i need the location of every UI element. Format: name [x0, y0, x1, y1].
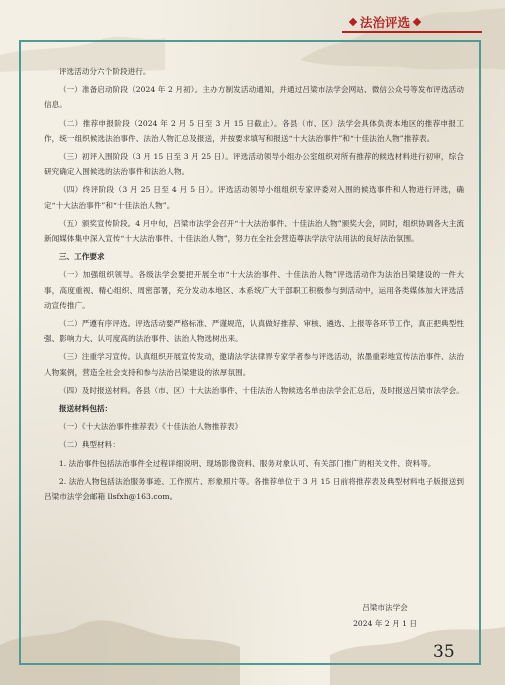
signature-block: [330, 600, 440, 631]
paragraph: （五）颁奖宣传阶段。4 月中旬，吕梁市法学会召开“十大法治事件、十佳法治人物”颁奖大会，同时，组织协调各大主流新闻媒体集中深入宣传“十大法治事件、十佳法治人物”，努力在全社会营造尊法学法守法用法的良好法治氛围。: [44, 218, 464, 244]
section-heading: 报送材料包括：: [58, 404, 113, 414]
paragraph: （一）加强组织领导。各级法学会要把开展全市“十大法治事件、十佳法治人物”评选活动作为法治吕梁建设的一件大事，高度重视、精心组织、周密部署，充分发动本地区、本系统广大干部职工积极参与到活动中，运用各类媒体加大评选活动宣传推广。: [44, 270, 464, 310]
paragraph: 1. 法治事件包括法治事件全过程详细说明、现场影像资料、服务对象认可、有关部门推广的相关文件、资料等。: [58, 458, 436, 468]
section-heading: 三、工作要求: [58, 252, 105, 262]
section-header: [350, 13, 420, 31]
diamond-icon: [349, 18, 357, 26]
paragraph: 评选活动分六个阶段进行。: [58, 67, 151, 76]
paragraph: 2. 法治人物包括法治服务事迹、工作照片、形象照片等。各推荐单位于 3 月 15 日前将推荐表及典型材料电子版报送到吕梁市法学会邮箱 llsfxh@163.com。: [44, 476, 464, 502]
paragraph: （四）终评阶段（3 月 25 日至 4 月 5 日）。评选活动领导小组组织专家评委对入围的候选事件和人物进行评选，确定“十大法治事件”和“十佳法治人物”。: [44, 185, 464, 210]
header-underline: [342, 31, 482, 33]
paragraph: （二）典型材料：: [58, 440, 120, 450]
page-number: 35: [433, 642, 455, 662]
paragraph: （三）初评入围阶段（3 月 15 日至 3 月 25 日）。评选活动领导小组办公室组织对所有推荐的候选材料进行初审，综合研究确定入围候选的法治事件和法治人物。: [44, 152, 464, 177]
diamond-icon: [413, 18, 421, 26]
paragraph: （三）注重学习宣传。认真组织开展宣传发动，邀请法学法律界专家学者参与评选活动，浓墨重彩地宣传法治事件、法治人物案例，营造全社会支持和参与法治吕梁建设的浓厚氛围。: [44, 352, 464, 377]
signature-org: 吕梁市法学会: [362, 603, 408, 612]
article-body: [44, 64, 464, 504]
paragraph: （一）准备启动阶段（2024 年 2 月初）。主办方制发活动通知，并通过吕梁市法学会网站、微信公众号等发布评选活动信息。: [44, 85, 464, 110]
section-title: 法治评选: [360, 15, 411, 30]
paragraph: （二）严遵有序评选。评选活动要严格标准、严谨规范，认真做好推荐、审核、遴选、上报等各环节工作，真正把典型性强、影响力大、认可度高的法治事件、法治人物选树出来。: [44, 319, 464, 344]
paragraph: （一）《十大法治事件推荐表》《十佳法治人物推荐表》: [58, 422, 243, 432]
paragraph: （二）推荐申报阶段（2024 年 2 月 5 日至 3 月 15 日截止）。各县（市、区）法学会具体负责本地区的推荐申报工作，统一组织候选法治事件、法治人物汇总及报送，并按要求填写和报送“十大法治事件”和“十佳法治人物”推荐表。: [44, 118, 464, 143]
signature-date: 2024 年 2 月 1 日: [353, 618, 417, 628]
paragraph: （四）及时报送材料。各县（市、区）十大法治事件、十佳法治人物候选名单由法学会汇总后，及时报送吕梁市法学会。: [58, 385, 464, 395]
